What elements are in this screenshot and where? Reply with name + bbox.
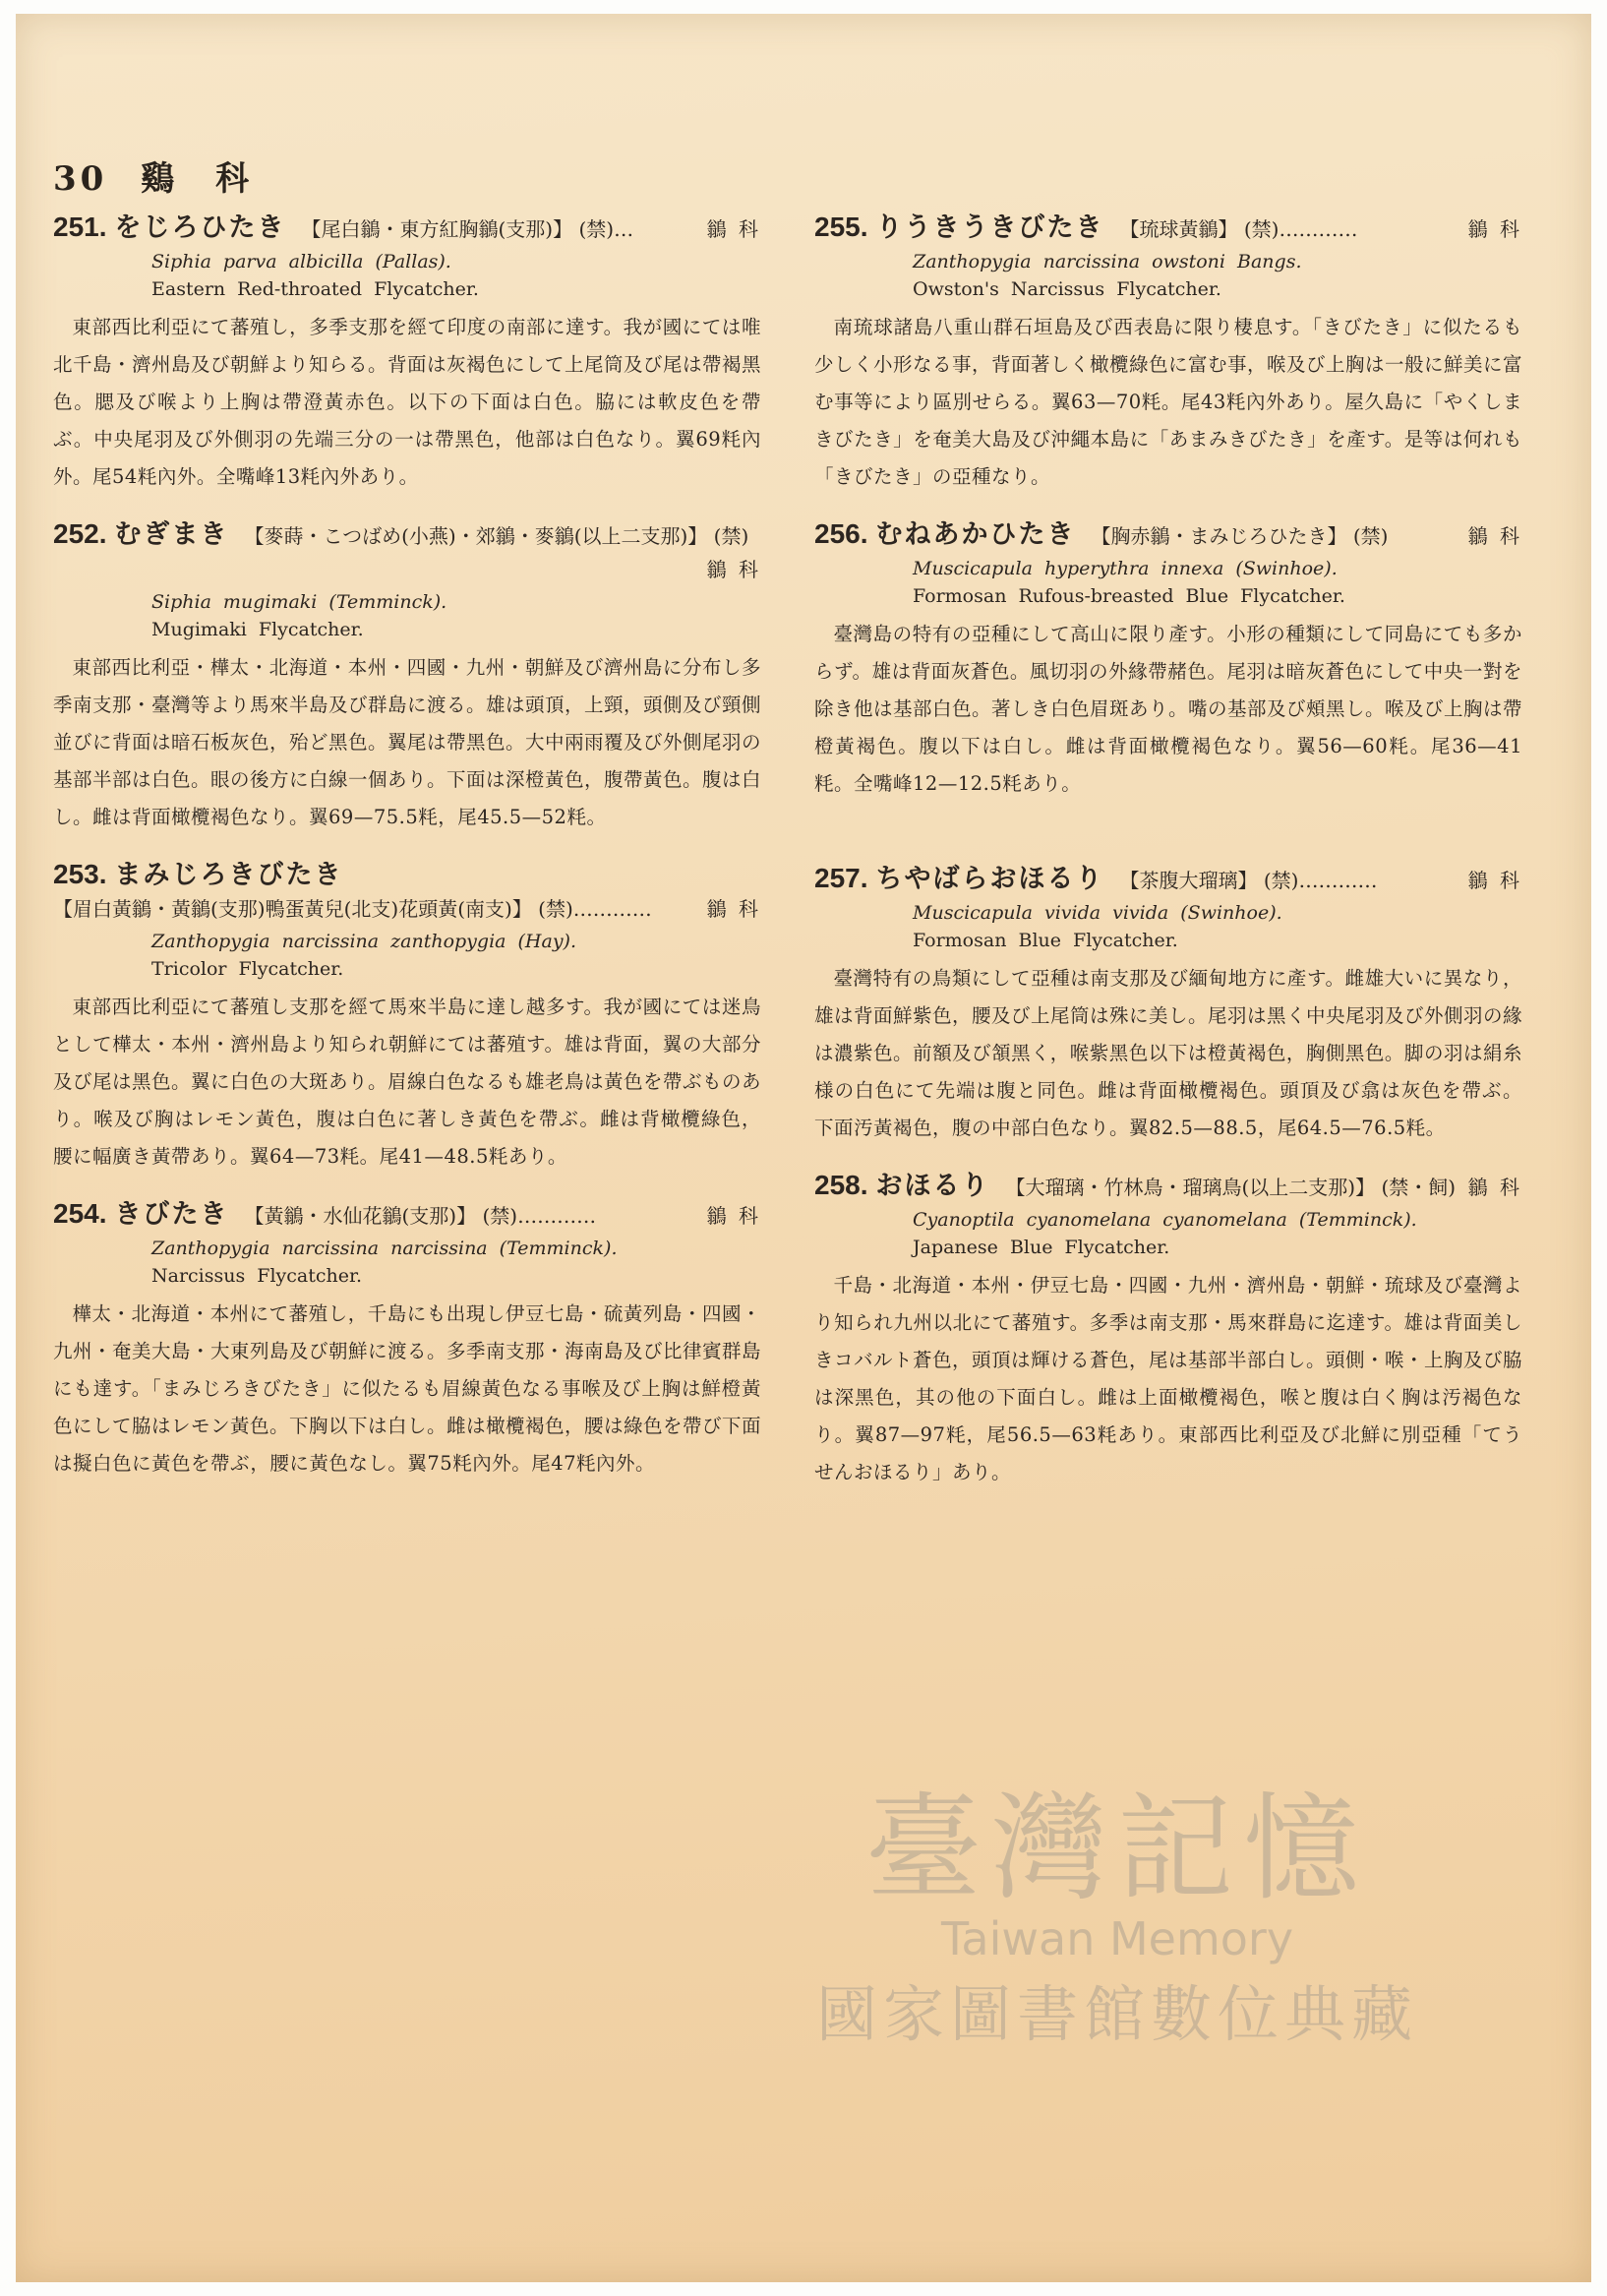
species-entry-252 xyxy=(53,517,761,836)
description: 臺灣島の特有の亞種にして高山に限り產す。小形の種類にして同島にても多からず。雄は背面灰蒼色。風切羽の外緣帶赭色。尾羽は暗灰蒼色にして中央一對を除き他は基部白色。著しき白色眉斑あり。嘴の基部及び頰黑し。喉及び上胸は帶橙黃褐色。腹以下は白し。雌は背面橄欖褐色なり。翼56—60粍。尾36—41粍。全嘴峰12—12.5粍あり。 xyxy=(814,623,1523,795)
description: 東部西比利亞・樺太・北海道・本州・四國・九州・朝鮮及び濟州島に分布し多季南支那・臺灣等より馬來半島及び群島に渡る。雄は頭頂，上頸，頭側及び頸側並びに背面は暗石板灰色，殆ど黑色。翼尾は帶黑色。大中兩雨覆及び外側尾羽の基部半部は白色。眼の後方に白線一個あり。下面は深橙黃色，腹帶黃色。腹は白し。雌は背面橄欖褐色なり。翼69—75.5粍，尾45.5—52粍。 xyxy=(53,656,762,828)
description: 樺太・北海道・本州にて蕃殖し，千島にも出現し伊豆七島・硫黃列島・四國・九州・奄美大島・大東列島及び朝鮮に渡る。多季南支那・海南島及び比律賓群島にも達す。「まみじろきびたき」に似たるも眉線黃色なる事喉及び上胸は鮮橙黃色にして脇はレモン黃色。下胸以下は白し。雌は橄欖褐色，腰は綠色を帶び下面は擬白色に黃色を帶ぶ，腰に黃色なし。翼75粍內外。尾47粍內外。 xyxy=(53,1302,762,1475)
description: 千島・北海道・本州・伊豆七島・四國・九州・濟州島・朝鮮・琉球及び臺灣より知られ九州以北にて蕃殖す。多季は南支那・馬來群島に迄達す。雄は背面美しきコバルト蒼色，頭頂は輝ける蒼色，尾は基部半部白し。頭側・喉・上胸及び脇は深黑色，其の他の下面白し。雌は上面橄欖褐色，喉と腹は白く胸は汚褐色なり。翼87—97粍，尾56.5—63粍あり。東部西比利亞及び北鮮に別亞種「てうせんおほるり」あり。 xyxy=(814,1274,1523,1483)
entry-number: 255. xyxy=(814,211,868,242)
japanese-name: まみじろきびたき xyxy=(114,860,343,890)
family-name: 鶲 科 xyxy=(1467,869,1522,892)
family-name: 鶲 科 xyxy=(1467,524,1522,548)
japanese-name: むねあかひたき xyxy=(875,519,1076,550)
local-names: 【眉白黃鶲・黃鶲(支那)鴨蛋黃兒(北支)花頭黃(南支)】 (禁)………… xyxy=(53,897,652,921)
right-column xyxy=(814,211,1522,1513)
entry-heading xyxy=(814,1169,1522,1204)
scientific-name: Muscicapula vivida vivida (Swinhoe). xyxy=(913,902,1282,924)
entry-number: 257. xyxy=(814,863,868,893)
entry-number: 256. xyxy=(814,518,868,549)
local-names: 【胸赤鶲・まみじろひたき】 (禁) xyxy=(1091,524,1389,548)
japanese-name: おほるり xyxy=(875,1171,990,1201)
page xyxy=(16,14,1591,2282)
scientific-name: Siphia mugimaki (Temminck). xyxy=(151,591,447,613)
english-name: Tricolor Flycatcher. xyxy=(151,958,344,980)
japanese-name: ちやばらおほるり xyxy=(875,864,1104,894)
entry-heading xyxy=(53,517,761,586)
japanese-name: むぎまき xyxy=(114,519,229,550)
entry-heading xyxy=(53,858,761,926)
local-names: 【茶腹大瑠璃】 (禁)………… xyxy=(1119,869,1378,892)
species-entry-253 xyxy=(53,858,761,1176)
entry-number: 258. xyxy=(814,1170,868,1200)
family-name: 鶲 科 xyxy=(706,217,761,241)
family-name: 鶲 科 xyxy=(1467,1176,1522,1199)
watermark-calligraphy: 臺灣記憶 xyxy=(864,1781,1369,1916)
description: 東部西比利亞にて蕃殖し，多季支那を經て印度の南部に達す。我が國にては唯北千島・濟州島及び朝鮮より知らる。背面は灰褐色にして上尾筒及び尾は帶褐黑色。腮及び喉より上胸は帶澄黃赤色。以下の下面は白色。脇には軟皮色を帶ぶ。中央尾羽及び外側羽の先端三分の一は帶黑色，他部は白色なり。翼69粍內外。尾54粍內外。全嘴峰13粍內外あり。 xyxy=(53,316,762,488)
english-name: Owston's Narcissus Flycatcher. xyxy=(913,278,1221,300)
page-title: 鷄 科 xyxy=(141,159,254,199)
species-entry-258 xyxy=(814,1169,1522,1491)
english-name: Narcissus Flycatcher. xyxy=(151,1265,363,1287)
japanese-name: きびたき xyxy=(114,1199,229,1230)
library-watermark xyxy=(744,1755,1491,2053)
scientific-name: Zanthopygia narcissina narcissina (Temminck). xyxy=(151,1238,618,1259)
scientific-name: Cyanoptila cyanomelana cyanomelana (Temminck). xyxy=(913,1209,1417,1231)
description: 東部西比利亞にて蕃殖し支那を經て馬來半島に達し越多す。我が國にては迷鳥として樺太・本州・濟州島より知られ朝鮮にては蕃殖す。雄は背面，翼の大部分及び尾は黑色。翼に白色の大斑あり。眉線白色なるも雄老鳥は黃色を帶ぶものあり。喉及び胸はレモン黃色，腹は白色に著しき黃色を帶ぶ。雌は背橄欖綠色，腰に幅廣き黃帶あり。翼64—73粍。尾41—48.5粍あり。 xyxy=(53,996,762,1168)
running-head xyxy=(53,151,253,200)
family-name: 鶲 科 xyxy=(1467,217,1522,241)
scientific-name: Muscicapula hyperythra innexa (Swinhoe). xyxy=(913,558,1338,579)
entry-heading xyxy=(814,211,1522,246)
english-name: Formosan Blue Flycatcher. xyxy=(913,930,1178,951)
watermark-library: 國家圖書館數位典藏 xyxy=(815,1978,1418,2050)
english-name: Eastern Red-throated Flycatcher. xyxy=(151,278,479,300)
entry-heading xyxy=(814,517,1522,553)
description: 南琉球諸島八重山群石垣島及び西表島に限り棲息す。「きびたき」に似たるも少しく小形なる事，背面著しく橄欖綠色に富む事，喉及び上胸は一般に鮮美に富む事等により區別せらる。翼63—70粍。尾43粍內外あり。屋久島に「やくしまきびたき」を奄美大島及び沖繩本島に「あまみきびたき」を產す。是等は何れも「きびたき」の亞種なり。 xyxy=(814,316,1523,488)
entry-heading xyxy=(814,862,1522,897)
local-names: 【尾白鶲・東方紅胸鶲(支那)】 (禁)… xyxy=(301,217,634,241)
english-name: Japanese Blue Flycatcher. xyxy=(913,1237,1170,1258)
left-column xyxy=(53,211,761,1504)
species-entry-256 xyxy=(814,517,1522,803)
species-entry-255 xyxy=(814,211,1522,496)
species-entry-257 xyxy=(814,862,1522,1147)
entry-number: 251. xyxy=(53,211,107,242)
family-name: 鶲 科 xyxy=(706,558,761,581)
entry-heading xyxy=(53,211,761,246)
species-entry-251 xyxy=(53,211,761,496)
scientific-name: Siphia parva albicilla (Pallas). xyxy=(151,251,451,272)
scientific-name: Zanthopygia narcissina zanthopygia (Hay). xyxy=(151,931,577,952)
entry-number: 253. xyxy=(53,859,107,889)
local-names: 【麥蒔・こつばめ(小燕)・郊鶲・麥鶲(以上二支那)】 (禁) xyxy=(244,524,749,548)
japanese-name: をじろひたき xyxy=(114,212,286,243)
local-names: 【琉球黃鶲】 (禁)………… xyxy=(1119,217,1358,241)
family-name: 鶲 科 xyxy=(706,1204,761,1228)
species-entry-254 xyxy=(53,1197,761,1482)
scientific-name: Zanthopygia narcissina owstoni Bangs. xyxy=(913,251,1302,272)
english-name: Formosan Rufous-breasted Blue Flycatcher. xyxy=(913,585,1345,607)
entry-number: 252. xyxy=(53,518,107,549)
entry-number: 254. xyxy=(53,1198,107,1229)
watermark-english: Taiwan Memory xyxy=(940,1912,1294,1965)
english-name: Mugimaki Flycatcher. xyxy=(151,619,364,640)
family-name: 鶲 科 xyxy=(706,897,761,921)
page-number: 30 xyxy=(53,159,108,199)
japanese-name: りうきうきびたき xyxy=(875,212,1104,243)
local-names: 【黃鶲・水仙花鶲(支那)】 (禁)………… xyxy=(244,1204,597,1228)
entry-heading xyxy=(53,1197,761,1233)
description: 臺灣特有の鳥類にして亞種は南支那及び緬甸地方に產す。雌雄大いに異なり，雄は背面鮮紫色，腰及び上尾筒は殊に美し。尾羽は黑く中央尾羽及び外側羽の緣は濃紫色。前額及び頷黑く，喉紫黑色以下は橙黃褐色，胸側黑色。脚の羽は絹糸様の白色にて先端は腹と同色。雌は背面橄欖褐色。頭頂及び翕は灰色を帶ぶ。下面汚黃褐色，腹の中部白色なり。翼82.5—88.5，尾64.5—76.5粍。 xyxy=(814,967,1523,1139)
local-names: 【大瑠璃・竹林鳥・瑠璃鳥(以上二支那)】 (禁・飼) xyxy=(1005,1176,1457,1199)
